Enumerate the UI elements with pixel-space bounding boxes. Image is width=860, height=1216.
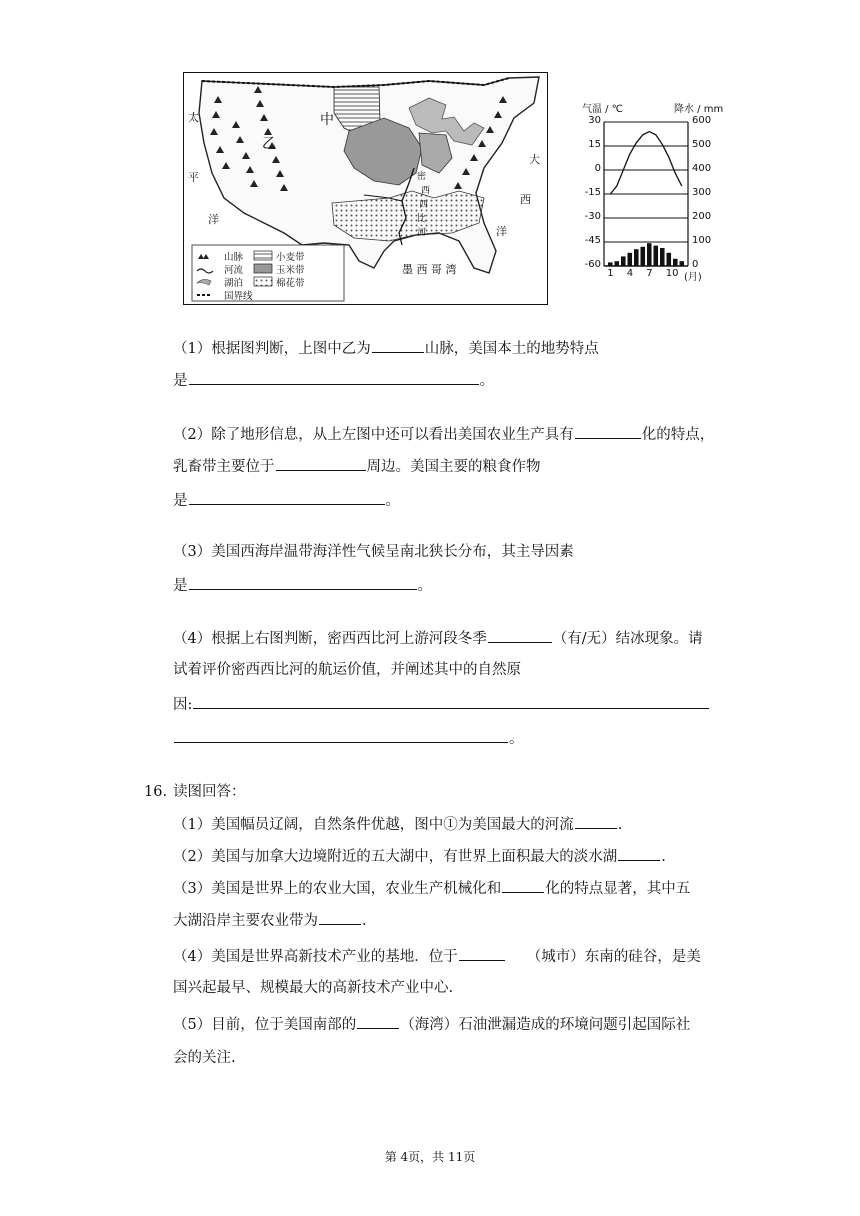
precip-bar: [667, 253, 672, 266]
legend-river-label: 河流: [224, 265, 244, 276]
ocean-atlantic-char2: 西: [520, 193, 531, 206]
legend-wheat-label: 小麦带: [276, 252, 305, 263]
precip-tick-label: 0: [692, 259, 699, 270]
river-char-5: 河: [417, 228, 427, 238]
q15-text: 因:: [173, 697, 193, 713]
q15-text: 山脉，美国本土的地势特点: [424, 341, 599, 357]
temp-axis-label: 气温 / ℃: [582, 104, 623, 115]
question-title: 读图回答：: [173, 784, 246, 800]
question-number: 16.: [144, 784, 168, 800]
q15-text: 化的特点，: [641, 427, 715, 443]
q15-text: （有/无）结冰现象。请: [552, 631, 703, 647]
q16-text: （海湾）石油泄漏造成的环境问题引起国际社: [400, 1017, 691, 1033]
q15-text: 。: [385, 493, 400, 509]
q16-text: .: [661, 849, 666, 865]
month-tick-label: 10: [665, 268, 679, 279]
q15-line-2: [173, 370, 494, 391]
q16-line-4: [173, 910, 367, 931]
answer-blank[interactable]: [319, 910, 361, 925]
legend-cotton-label: 棉花带: [276, 278, 305, 289]
answer-blank[interactable]: [193, 694, 709, 709]
q16-text: .: [617, 817, 623, 833]
river-char-4: 比: [417, 214, 427, 224]
q16-line-7: [173, 1014, 690, 1035]
precip-tick-label: 400: [692, 163, 712, 174]
q16-text: 化的特点显著，其中五: [545, 881, 691, 897]
precip-tick-label: 600: [692, 115, 712, 126]
q15-line-1: [173, 338, 599, 359]
q15-text: 是: [173, 493, 188, 509]
legend-mountain-label: 山脉: [224, 252, 244, 263]
q16-header: [144, 782, 246, 802]
answer-blank[interactable]: [575, 424, 641, 439]
answer-blank[interactable]: [459, 946, 505, 961]
month-unit-label: (月): [684, 272, 702, 283]
precip-bar: [641, 247, 646, 266]
q15-line-10: [173, 694, 710, 715]
q16-text: （城市）东南的硅谷，是美: [526, 949, 701, 965]
q16-line-5: [173, 946, 701, 967]
usa-agriculture-map: [183, 72, 548, 305]
q15-line-8: [173, 628, 703, 649]
q15-text: 是: [173, 578, 188, 594]
precip-bar: [680, 261, 685, 266]
climate-chart: [582, 100, 726, 283]
precip-bar: [660, 248, 665, 266]
precip-bar: [621, 256, 626, 266]
temp-tick-label: 0: [594, 163, 601, 174]
q15-text: 。: [479, 373, 494, 389]
legend-wheat-symbol: [254, 251, 272, 260]
q15-text: 。: [509, 731, 524, 747]
q15-line-7: [173, 575, 432, 596]
q16-line-1: [173, 814, 622, 835]
temp-tick-label: -60: [584, 259, 601, 270]
answer-blank[interactable]: [502, 878, 544, 893]
q16-text: .: [362, 913, 367, 929]
q16-text: （1）美国幅员辽阔，自然条件优越，图中①为美国最大的河流: [173, 817, 574, 833]
answer-blank[interactable]: [372, 338, 424, 353]
q16-line-2: [173, 846, 666, 867]
q16-text: （2）美国与加拿大边境附近的五大湖中，有世界上面积最大的淡水湖: [173, 849, 618, 865]
precip-bar: [654, 246, 659, 266]
month-tick-label: 1: [607, 268, 614, 279]
q15-line-5: [173, 490, 400, 511]
q15-text: 周边。美国主要的粮食作物: [366, 459, 541, 475]
q16-line-6: 国兴起最早、规模最大的高新技术产业中心.: [173, 980, 454, 996]
q16-line-3: [173, 878, 690, 899]
legend-lake-label: 湖泊: [224, 278, 244, 289]
river-char-3: 西: [419, 200, 429, 210]
answer-blank[interactable]: [488, 628, 552, 643]
q15-text: 乳畜带主要位于: [173, 459, 275, 475]
answer-blank[interactable]: [357, 1014, 399, 1029]
month-tick-label: 7: [646, 268, 653, 279]
q16-text: （3）美国是世界上的农业大国，农业生产机械化和: [173, 881, 502, 897]
precip-bar: [647, 243, 652, 266]
ocean-atlantic-char3: 洋: [496, 225, 507, 238]
ocean-pacific-char1: 太: [188, 111, 199, 124]
precip-bar: [673, 259, 678, 266]
precip-bar: [634, 249, 639, 266]
answer-blank[interactable]: [575, 814, 617, 829]
q15-text: （2）除了地形信息，从上左图中还可以看出美国农业生产具有: [173, 427, 574, 443]
answer-blank[interactable]: [189, 490, 385, 505]
precip-tick-label: 200: [692, 211, 712, 222]
precip-bars: [608, 243, 684, 266]
q15-line-6: （3）美国西海岸温带海洋性气候呈南北狭长分布，其主导因素: [173, 544, 574, 560]
temp-tick-label: 15: [588, 139, 601, 150]
q16-line-8: 会的关注.: [173, 1050, 236, 1066]
precip-tick-label: 300: [692, 187, 712, 198]
river-char-1: 密: [417, 172, 427, 182]
answer-blank[interactable]: [189, 370, 479, 385]
ocean-atlantic-char1: 大: [529, 153, 540, 166]
gulf-of-mexico-label: 墨 西 哥 湾: [402, 263, 457, 276]
answer-blank[interactable]: [618, 846, 660, 861]
q16-text: （4）美国是世界高新技术产业的基地．位于: [173, 949, 458, 965]
temp-tick-label: -15: [584, 187, 601, 198]
q15-line-11: [173, 728, 524, 749]
river-char-2: 西: [421, 186, 431, 196]
legend-border-label: 国界线: [224, 291, 253, 302]
q15-line-4: [173, 456, 541, 477]
answer-blank[interactable]: [189, 575, 417, 590]
label-yi: 乙: [262, 136, 276, 152]
page-footer: 第 4页，共 11页: [384, 1150, 476, 1164]
precip-bar: [628, 253, 633, 266]
q15-line-9: 试着评价密西西比河的航运价值，并阐述其中的自然原: [173, 662, 521, 678]
legend-corn-symbol: [254, 264, 272, 273]
ocean-pacific-char3: 洋: [208, 213, 219, 226]
q15-line-3: [173, 424, 714, 445]
legend-cotton-symbol: [254, 277, 272, 286]
answer-blank[interactable]: [174, 728, 508, 743]
precip-bar: [608, 262, 613, 266]
legend-corn-label: 玉米带: [276, 265, 305, 276]
q15-text: （4）根据上右图判断，密西西比河上游河段冬季: [173, 631, 487, 647]
q15-text: 。: [417, 578, 432, 594]
q15-text: 是: [173, 373, 188, 389]
answer-blank[interactable]: [276, 456, 366, 471]
temp-tick-label: -45: [584, 235, 601, 246]
temperature-curve: [610, 132, 682, 194]
precip-axis-label: 降水 / mm: [674, 104, 724, 115]
q15-text: （1）根据图判断，上图中乙为: [173, 341, 371, 357]
temp-tick-label: 30: [588, 115, 601, 126]
temp-tick-label: -30: [584, 211, 601, 222]
precip-tick-label: 100: [692, 235, 712, 246]
q16-text: 大湖沿岸主要农业带为: [173, 913, 318, 929]
month-tick-label: 4: [626, 268, 634, 279]
precip-tick-label: 500: [692, 139, 712, 150]
label-zhong: 中: [320, 112, 334, 128]
ocean-pacific-char2: 平: [188, 171, 199, 184]
precip-bar: [615, 261, 620, 266]
grid-lines: [604, 122, 688, 266]
q16-text: （5）目前，位于美国南部的: [173, 1017, 357, 1033]
